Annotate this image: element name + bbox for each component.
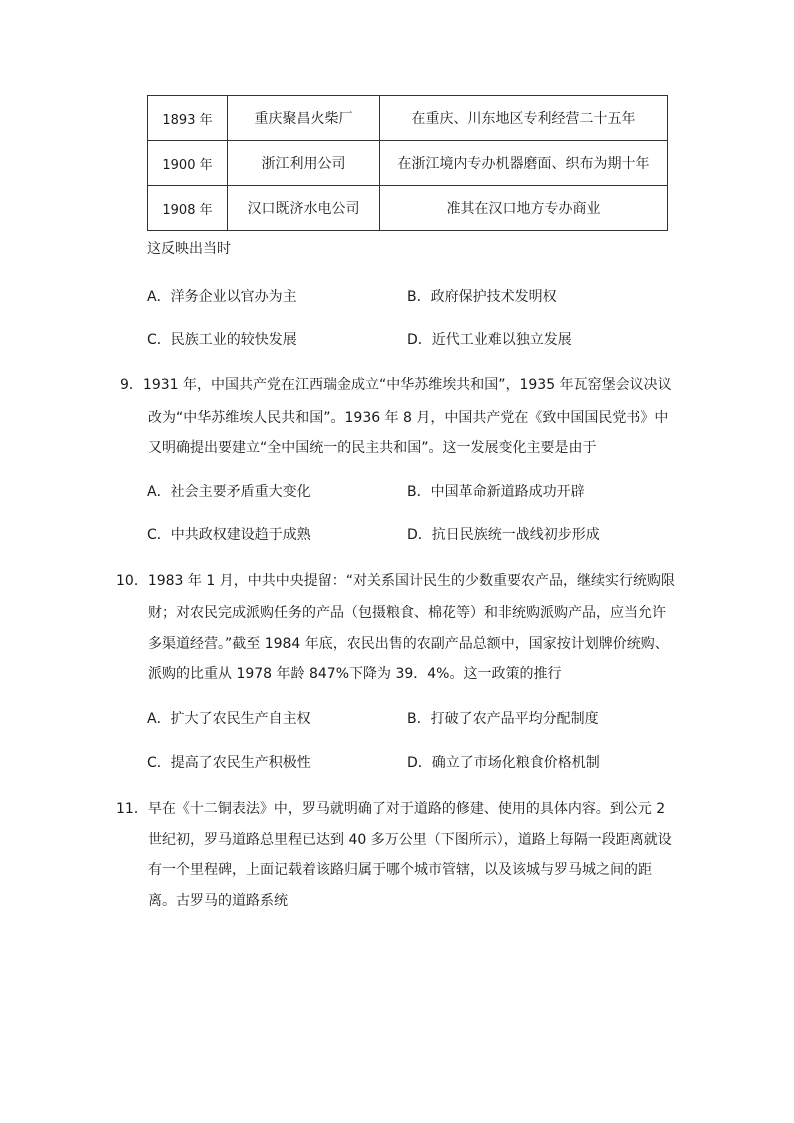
year-cell: 1900 年	[148, 141, 228, 186]
q10-option-b[interactable]: B．打破了农产品平均分配制度	[407, 711, 599, 727]
q9-stem-line-1: 9．1931 年，中国共产党在江西瑞金成立“中华苏维埃共和国”，1935 年瓦窑堡会议决议	[120, 377, 672, 393]
q9-option-c[interactable]: C．中共政权建设趋于成熟	[147, 527, 311, 543]
q10-stem-line-2: 财；对农民完成派购任务的产品（包摄粮食、棉花等）和非统购派购产品，应当允许	[148, 605, 666, 621]
company-cell: 浙江利用公司	[228, 141, 380, 186]
q11-stem-line-1: 11．早在《十二铜表法》中，罗马就明确了对于道路的修建、使用的具体内容。到公元 2	[116, 801, 666, 817]
q8-option-d[interactable]: D．近代工业难以独立发展	[407, 332, 572, 348]
q10-option-d[interactable]: D．确立了市场化粮食价格机制	[407, 755, 600, 771]
q9-option-a[interactable]: A．社会主要矛盾重大变化	[147, 484, 311, 500]
company-cell: 重庆聚昌火柴厂	[228, 96, 380, 141]
table-row	[148, 141, 668, 186]
q8-option-a[interactable]: A．洋务企业以官办为主	[147, 289, 297, 305]
q8-stem-tail: 这反映出当时	[147, 241, 231, 257]
q11-stem-line-2: 世纪初，罗马道路总里程已达到 40 多万公里（下图所示），道路上每隔一段距离就设	[148, 832, 672, 848]
table-row	[148, 96, 668, 141]
company-cell: 汉口既济水电公司	[228, 186, 380, 231]
q10-stem-line-4: 派购的比重从 1978 年龄 847%下降为 39．4%。这一政策的推行	[148, 666, 562, 682]
q9-stem-line-3: 又明确提出要建立“全中国统一的民主共和国”。这一发展变化主要是由于	[148, 440, 597, 456]
q9-option-d[interactable]: D．抗日民族统一战线初步形成	[407, 527, 600, 543]
q10-stem-line-3: 多渠道经营。”截至 1984 年底，农民出售的农副产品总额中，国家按计划牌价统购、	[148, 636, 669, 652]
q9-stem-line-2: 改为“中华苏维埃人民共和国”。1936 年 8 月，中国共产党在《致中国国民党书》中	[148, 410, 669, 426]
q11-stem-line-3: 有一个里程碑，上面记载着该路归属于哪个城市管辖，以及该城与罗马城之间的距	[148, 862, 652, 878]
q9-option-b[interactable]: B．中国革命新道路成功开辟	[407, 484, 585, 500]
q10-option-a[interactable]: A．扩大了农民生产自主权	[147, 711, 311, 727]
q10-option-c[interactable]: C．提高了农民生产积极性	[147, 755, 311, 771]
q8-option-c[interactable]: C．民族工业的较快发展	[147, 332, 297, 348]
year-cell: 1908 年	[148, 186, 228, 231]
detail-cell: 准其在汉口地方专办商业	[380, 186, 668, 231]
q11-stem-line-4: 离。古罗马的道路系统	[148, 893, 288, 909]
monopoly-table	[147, 95, 668, 231]
year-cell: 1893 年	[148, 96, 228, 141]
q8-option-b[interactable]: B．政府保护技术发明权	[407, 289, 557, 305]
detail-cell: 在浙江境内专办机器磨面、织布为期十年	[380, 141, 668, 186]
q10-stem-line-1: 10．1983 年 1 月，中共中央提留：“对关系国计民生的少数重要农产品，继续实行统购限	[116, 573, 675, 589]
table-row	[148, 186, 668, 231]
detail-cell: 在重庆、川东地区专利经营二十五年	[380, 96, 668, 141]
